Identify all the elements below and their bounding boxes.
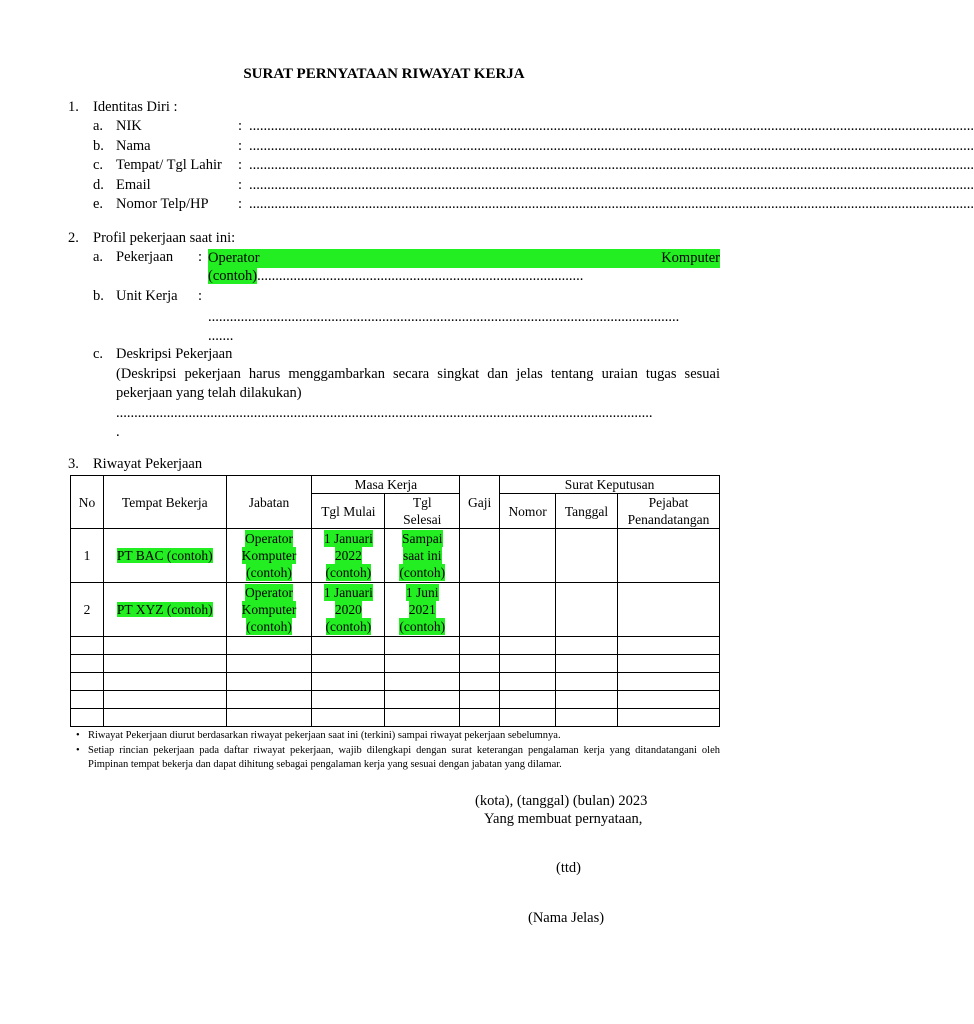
note-bullet: • bbox=[76, 745, 80, 756]
table-row-empty bbox=[71, 709, 720, 727]
cell-empty bbox=[71, 637, 104, 655]
table-row-empty bbox=[71, 691, 720, 709]
identity-field-label: NIK bbox=[116, 118, 142, 134]
cell-empty bbox=[71, 709, 104, 727]
identity-field-colon: : bbox=[238, 177, 243, 193]
identity-field-colon: : bbox=[238, 196, 243, 212]
header-pejabat bbox=[617, 494, 719, 529]
cell-empty bbox=[460, 655, 500, 673]
cell-mulai-line: 2020 bbox=[334, 602, 362, 617]
cell-selesai-line: (contoh) bbox=[399, 565, 446, 580]
section-2-heading: Profil pekerjaan saat ini: bbox=[93, 230, 236, 246]
pekerjaan-dots: .......................................................................................... bbox=[257, 268, 584, 284]
cell-selesai-line: 2021 bbox=[408, 602, 436, 617]
cell-tempat bbox=[103, 583, 226, 637]
unit-kerja-dots: .................................................................................................................................. bbox=[208, 309, 680, 325]
cell-pejabat bbox=[617, 529, 719, 583]
cell-empty bbox=[460, 709, 500, 727]
header-tgl-selesai-text: Tgl Selesai bbox=[403, 495, 442, 527]
pekerjaan-colon: : bbox=[198, 249, 203, 265]
pekerjaan-label: Pekerjaan bbox=[116, 249, 174, 265]
cell-jabatan-line: (contoh) bbox=[246, 565, 292, 580]
table-row-empty bbox=[71, 637, 720, 655]
cell-selesai-line: saat ini bbox=[402, 548, 442, 563]
cell-empty bbox=[556, 673, 618, 691]
cell-mulai-line: 2022 bbox=[334, 548, 362, 563]
identity-field-letter: c. bbox=[93, 157, 104, 173]
cell-jabatan-line: Komputer bbox=[241, 548, 297, 563]
cell-mulai-line: (contoh) bbox=[325, 619, 372, 634]
pekerjaan-value-word2: Komputer bbox=[661, 250, 720, 266]
header-nomor: Nomor bbox=[500, 494, 556, 529]
cell-empty bbox=[617, 673, 719, 691]
cell-empty bbox=[556, 637, 618, 655]
cell-tgl-selesai bbox=[385, 583, 460, 637]
identity-field-letter: b. bbox=[93, 138, 104, 154]
cell-empty bbox=[617, 691, 719, 709]
cell-empty bbox=[556, 709, 618, 727]
cell-tanggal bbox=[556, 583, 618, 637]
cell-empty bbox=[617, 637, 719, 655]
identity-field-dots: ........................................................................................................................................................................................................ bbox=[249, 118, 974, 134]
cell-tempat bbox=[103, 529, 226, 583]
identity-field-dots: ........................................................................................................................................................................................................ bbox=[249, 157, 974, 173]
cell-empty bbox=[500, 655, 556, 673]
table-row bbox=[71, 583, 720, 637]
identity-field-label: Nama bbox=[116, 138, 151, 154]
section-1-number: 1. bbox=[68, 99, 79, 115]
table-row-empty bbox=[71, 655, 720, 673]
cell-tempat-text: PT BAC (contoh) bbox=[116, 548, 213, 563]
identity-field-colon: : bbox=[238, 157, 243, 173]
note-bullet: • bbox=[76, 730, 80, 741]
cell-empty bbox=[385, 637, 460, 655]
cell-selesai-line: (contoh) bbox=[399, 619, 446, 634]
cell-mulai-line: 1 Januari bbox=[323, 531, 373, 546]
identity-field-label: Nomor Telp/HP bbox=[116, 196, 209, 212]
cell-empty bbox=[385, 691, 460, 709]
cell-no: 1 bbox=[71, 529, 104, 583]
cell-tgl-mulai bbox=[312, 583, 385, 637]
cell-tanggal bbox=[556, 529, 618, 583]
cell-empty bbox=[460, 673, 500, 691]
cell-empty bbox=[71, 655, 104, 673]
header-tgl-selesai bbox=[385, 494, 460, 529]
cell-empty bbox=[226, 637, 312, 655]
header-jabatan: Jabatan bbox=[226, 476, 312, 529]
cell-empty bbox=[103, 709, 226, 727]
identity-field-letter: d. bbox=[93, 177, 104, 193]
cell-empty bbox=[103, 637, 226, 655]
cell-mulai-line: 1 Januari bbox=[323, 585, 373, 600]
pekerjaan-value-word1: Operator bbox=[208, 250, 260, 266]
cell-nomor bbox=[500, 529, 556, 583]
identity-field-colon: : bbox=[238, 138, 243, 154]
cell-empty bbox=[460, 637, 500, 655]
deskripsi-tail: . bbox=[116, 424, 120, 440]
cell-empty bbox=[312, 637, 385, 655]
header-tanggal: Tanggal bbox=[556, 494, 618, 529]
cell-empty bbox=[312, 673, 385, 691]
header-gaji: Gaji bbox=[460, 476, 500, 529]
cell-empty bbox=[226, 673, 312, 691]
unit-kerja-letter: b. bbox=[93, 288, 104, 304]
section-1-heading: Identitas Diri : bbox=[93, 99, 178, 115]
cell-empty bbox=[71, 673, 104, 691]
header-no: No bbox=[71, 476, 104, 529]
identity-field-letter: a. bbox=[93, 118, 104, 134]
cell-empty bbox=[556, 691, 618, 709]
table-row-empty bbox=[71, 673, 720, 691]
cell-empty bbox=[500, 691, 556, 709]
section-3-number: 3. bbox=[68, 456, 79, 472]
signature-statement: Yang membuat pernyataan, bbox=[484, 811, 643, 827]
cell-empty bbox=[71, 691, 104, 709]
cell-empty bbox=[103, 655, 226, 673]
identity-field-colon: : bbox=[238, 118, 243, 134]
cell-empty bbox=[226, 655, 312, 673]
cell-empty bbox=[312, 691, 385, 709]
cell-tgl-mulai bbox=[312, 529, 385, 583]
cell-empty bbox=[312, 709, 385, 727]
document-title: SURAT PERNYATAAN RIWAYAT KERJA bbox=[243, 66, 525, 82]
cell-empty bbox=[312, 655, 385, 673]
pekerjaan-value-line2 bbox=[208, 268, 598, 285]
cell-empty bbox=[617, 709, 719, 727]
cell-jabatan-line: Komputer bbox=[241, 602, 297, 617]
signature-ttd: (ttd) bbox=[556, 860, 581, 876]
cell-empty bbox=[617, 655, 719, 673]
deskripsi-letter: c. bbox=[93, 346, 104, 362]
pekerjaan-letter: a. bbox=[93, 249, 104, 265]
cell-empty bbox=[226, 709, 312, 727]
cell-jabatan-line: (contoh) bbox=[246, 619, 292, 634]
cell-gaji bbox=[460, 583, 500, 637]
table-row bbox=[71, 529, 720, 583]
unit-kerja-tail: ....... bbox=[208, 328, 234, 344]
cell-empty bbox=[500, 673, 556, 691]
deskripsi-text: (Deskripsi pekerjaan harus menggambarkan secara singkat dan jelas tentang uraian tugas sesuai pekerjaan yang telah dilakukan) bbox=[116, 366, 720, 401]
header-surat-keputusan: Surat Keputusan bbox=[500, 476, 720, 494]
section-2-number: 2. bbox=[68, 230, 79, 246]
cell-jabatan-line: Operator bbox=[245, 585, 293, 600]
header-tgl-mulai: Tgl Mulai bbox=[312, 494, 385, 529]
identity-field-label: Email bbox=[116, 177, 151, 193]
cell-empty bbox=[460, 691, 500, 709]
section-3-heading: Riwayat Pekerjaan bbox=[93, 456, 203, 472]
cell-selesai-line: 1 Juni bbox=[405, 585, 439, 600]
cell-empty bbox=[103, 691, 226, 709]
cell-jabatan bbox=[226, 529, 312, 583]
signature-name: (Nama Jelas) bbox=[528, 910, 605, 926]
cell-selesai-line: Sampai bbox=[402, 531, 443, 546]
cell-empty bbox=[226, 691, 312, 709]
riwayat-table bbox=[70, 475, 720, 727]
note-text: Setiap rincian pekerjaan pada daftar riwayat pekerjaan, wajib dilengkapi dengan surat keterangan pengalaman kerja yang ditandatangani oleh Pimpinan tempat bekerja dan dapat dihitung sebagai pengalaman kerja yang sesuai dengan jabatan yang dilamar. bbox=[88, 745, 720, 770]
header-tempat: Tempat Bekerja bbox=[103, 476, 226, 529]
cell-no: 2 bbox=[71, 583, 104, 637]
note-text: Riwayat Pekerjaan diurut berdasarkan riwayat pekerjaan saat ini (terkini) sampai riwayat pekerjaan sebelumnya. bbox=[88, 730, 561, 741]
cell-empty bbox=[500, 709, 556, 727]
pekerjaan-value-line1 bbox=[208, 249, 720, 268]
cell-empty bbox=[385, 655, 460, 673]
cell-jabatan-line: Operator bbox=[245, 531, 293, 546]
deskripsi-dots: .................................................................................................................................................... bbox=[116, 405, 653, 421]
cell-empty bbox=[556, 655, 618, 673]
cell-empty bbox=[385, 673, 460, 691]
cell-gaji bbox=[460, 529, 500, 583]
identity-field-dots: ........................................................................................................................................................................................................ bbox=[249, 177, 974, 193]
cell-tempat-text: PT XYZ (contoh) bbox=[116, 602, 213, 617]
cell-nomor bbox=[500, 583, 556, 637]
cell-empty bbox=[385, 709, 460, 727]
cell-tgl-selesai bbox=[385, 529, 460, 583]
identity-field-dots: ........................................................................................................................................................................................................ bbox=[249, 138, 974, 154]
unit-kerja-colon: : bbox=[198, 288, 203, 304]
unit-kerja-label: Unit Kerja bbox=[116, 288, 178, 304]
pekerjaan-value-contoh: (contoh) bbox=[208, 268, 258, 284]
identity-field-letter: e. bbox=[93, 196, 104, 212]
cell-mulai-line: (contoh) bbox=[325, 565, 372, 580]
cell-empty bbox=[103, 673, 226, 691]
signature-place-date: (kota), (tanggal) (bulan) 2023 bbox=[475, 793, 648, 809]
header-pejabat-text: Pejabat Penandatangan bbox=[627, 495, 710, 527]
cell-empty bbox=[500, 637, 556, 655]
header-masa-kerja: Masa Kerja bbox=[312, 476, 460, 494]
identity-field-dots: ........................................................................................................................................................................................................ bbox=[249, 196, 974, 212]
cell-pejabat bbox=[617, 583, 719, 637]
identity-field-label: Tempat/ Tgl Lahir bbox=[116, 157, 222, 173]
deskripsi-label: Deskripsi Pekerjaan bbox=[116, 346, 233, 362]
cell-jabatan bbox=[226, 583, 312, 637]
